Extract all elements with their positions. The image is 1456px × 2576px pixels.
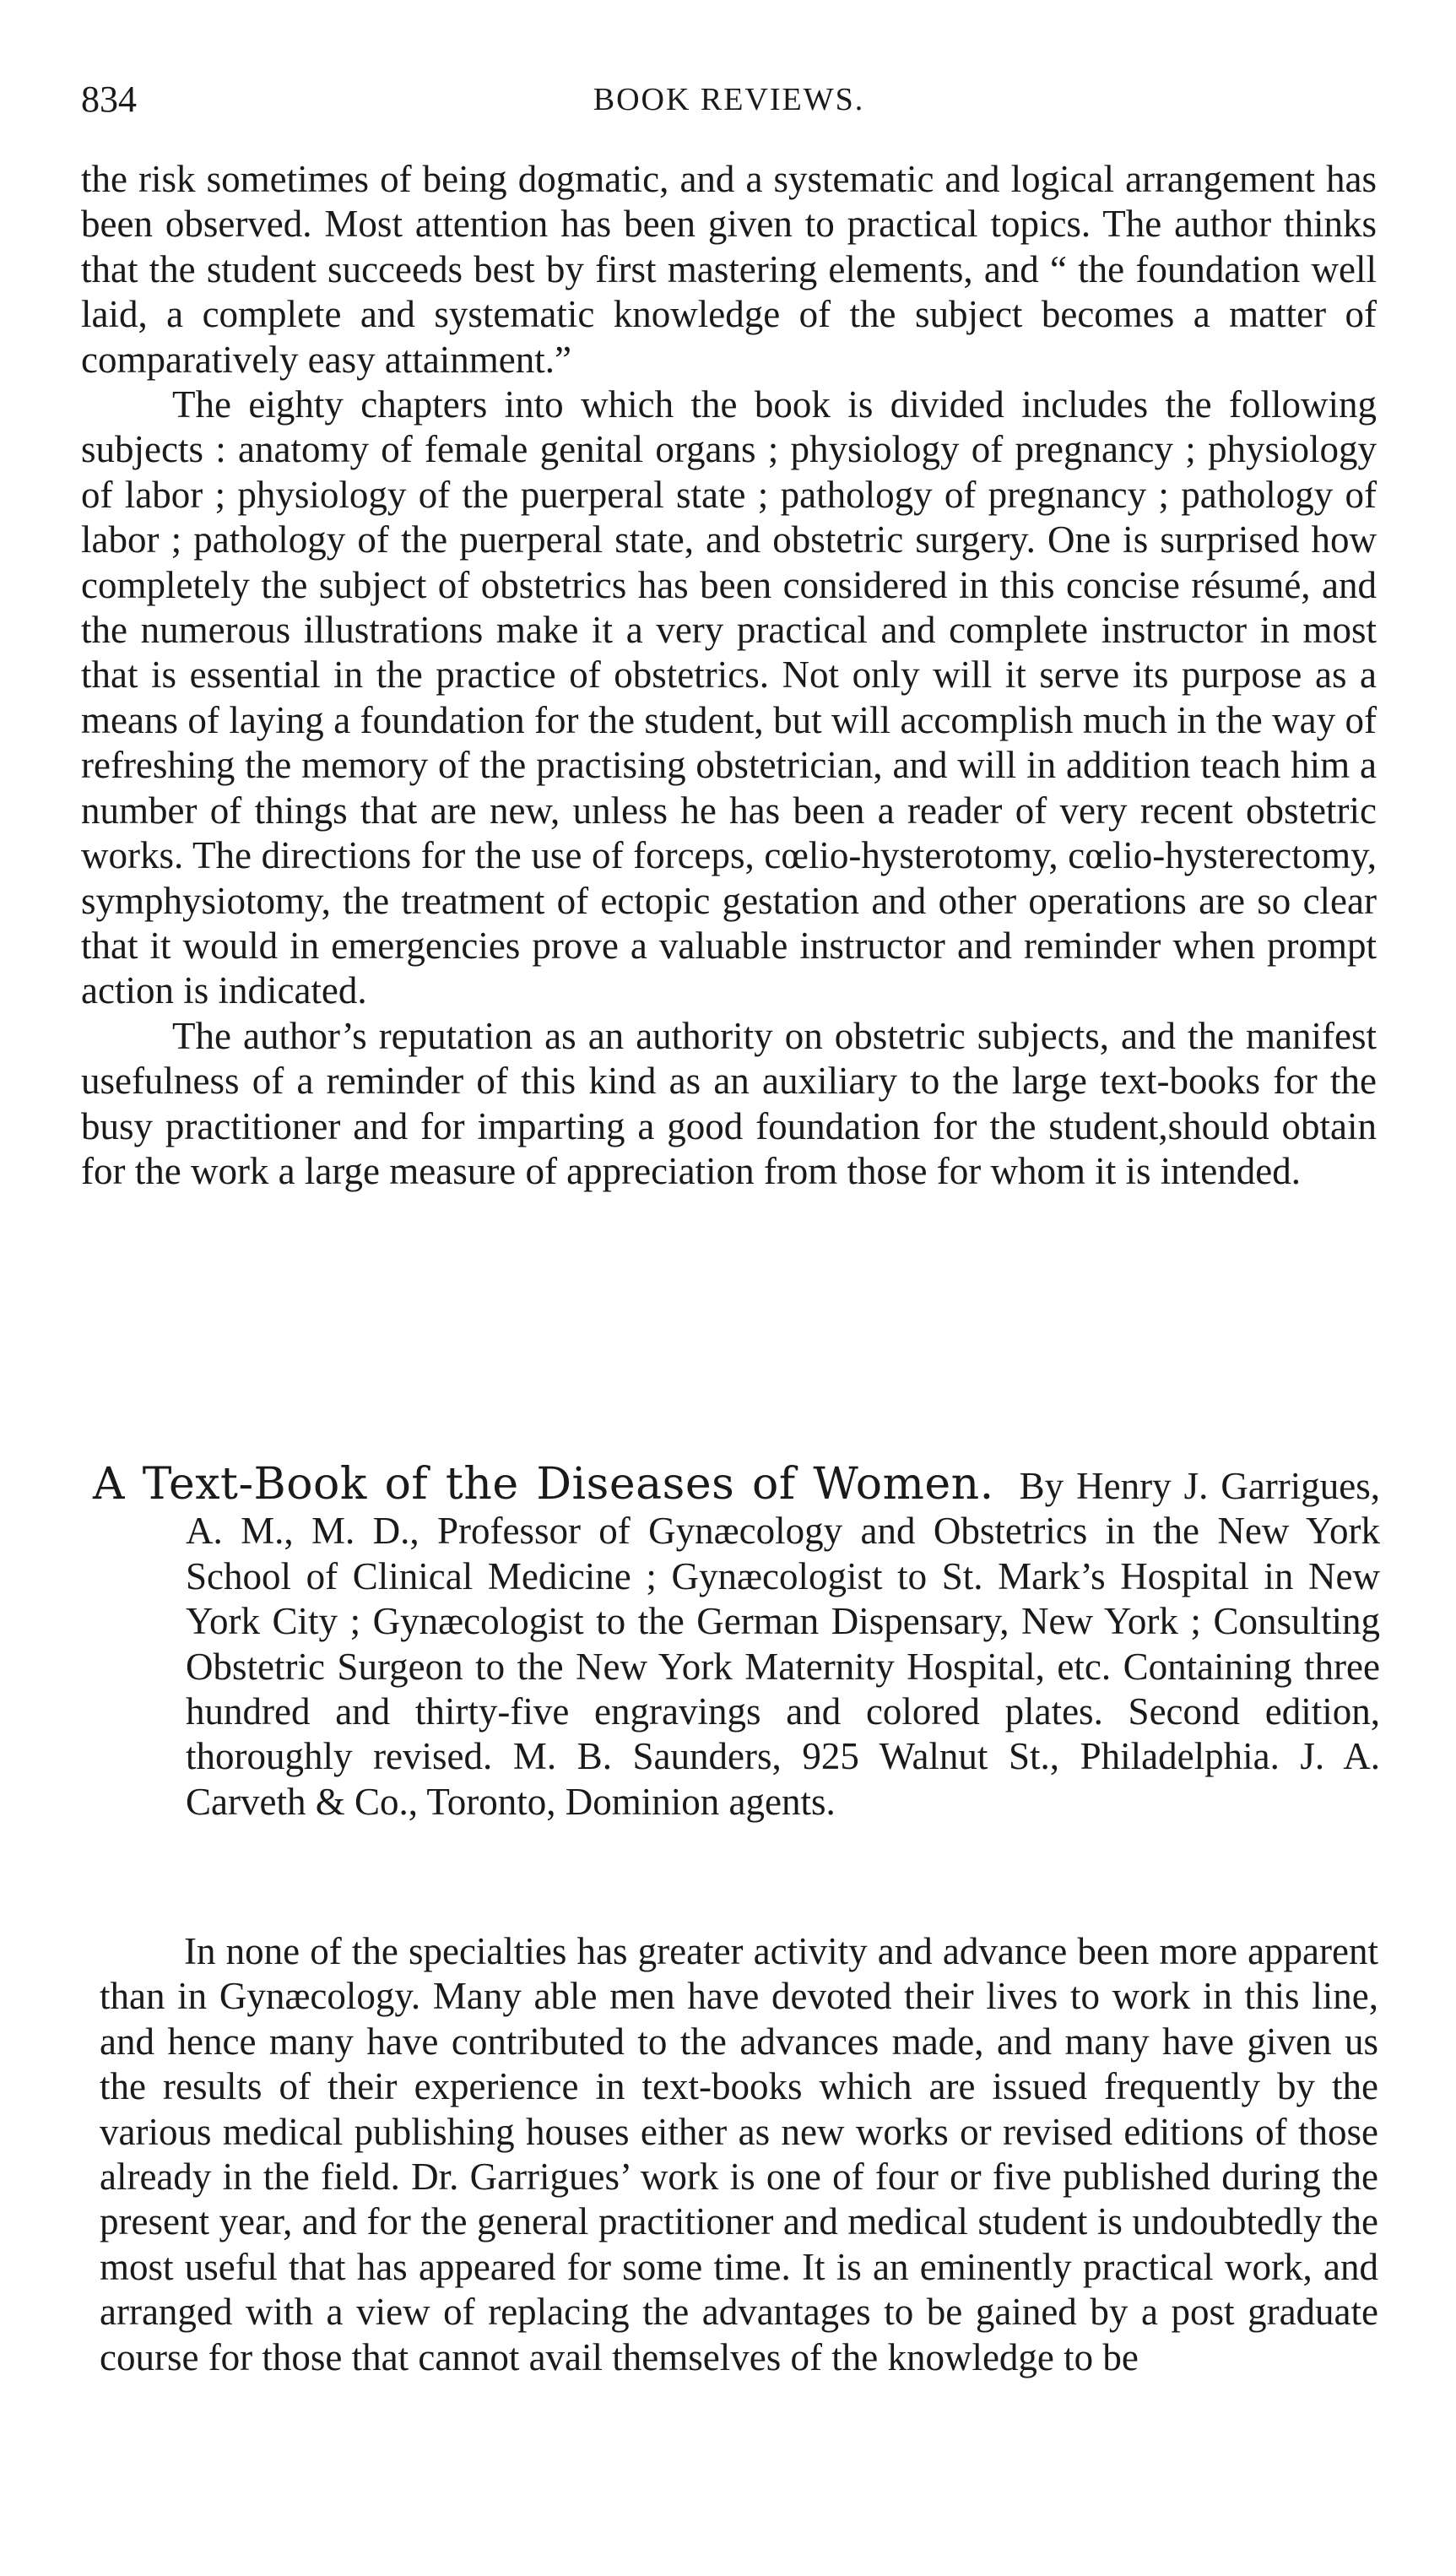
review-citation xyxy=(93,1459,1381,1825)
paragraph: The eighty chapters into which the book is divided includes the following subjects : anatomy of female genital organs ; physiology of pregnancy ; physiology of labor ; physiology of the puerperal state ; pathology of pregnancy ; pathology of labor ; pathology of the puerperal state, and obstetric surgery. One is surprised how completely the subject of obstetrics has been considered in this concise résumé, and the numerous illustrations make it a very practical and complete instructor in most that is essential in the practice of obstetrics. Not only will it serve its purpose as a means of laying a foundation for the student, but will accomplish much in the way of refreshing the memory of the practising obstetrician, and will in addition teach him a number of things that are new, unless he has been a reader of very recent obstetric works. The directions for the use of forceps, cœlio-hysterotomy, cœlio-hysterectomy, symphysiotomy, the treatment of ectopic gestation and other operations are so clear that it would in emergencies prove a valuable instructor and reminder when prompt action is indicated. xyxy=(81,383,1377,1012)
page-number: 834 xyxy=(81,79,137,120)
second-review-text xyxy=(100,1929,1378,2380)
page-header xyxy=(81,74,1377,125)
paragraph: The author’s reputation as an authority on obstetric subjects, and the manifest usefulness of a reminder of this kind as an auxiliary to the large text-books for the busy practitioner and for imparting a good foundation for the student,should obtain for the work a large measure of appreciation from those for whom it is intended. xyxy=(81,1014,1377,1192)
book-title: A Text-Book of the Diseases of Women. xyxy=(93,1459,994,1510)
bibliographic-details: By Henry J. Garrigues, A. M., M. D., Professor of Gynæcology and Obstetrics in the New York School of Clinical Medicine ; Gynæcologist to St. Mark’s Hospital in New York City ; Gynæcologist to the German Dispensary, New York ; Consulting Obstetric Surgeon to the New York Maternity Hospital, etc. Containing three hundred and thirty-five engravings and colored plates. Second edition, thoroughly revised. M. B. Saunders, 925 Walnut St., Philadelphia. J. A. Carveth & Co., Toronto, Dominion agents. xyxy=(186,1465,1381,1823)
running-title: BOOK REVIEWS. xyxy=(593,82,865,117)
review-heading xyxy=(93,1459,1381,1825)
paragraph: In none of the specialties has greater activity and advance been more apparent than in Gynæcology. Many able men have devoted their lives to work in this line, and hence many have contributed to the advances made, and many have given us the results of their experience in text-books which are issued frequently by the various medical publishing houses either as new works or revised editions of those already in the field. Dr. Garrigues’ work is one of four or five published during the present year, and for the general practitioner and medical student is undoubtedly the most useful that has appeared for some time. It is an eminently practical work, and arranged with a view of replacing the advantages to be gained by a post graduate course for those that cannot avail themselves of the knowledge to be xyxy=(100,1930,1378,2378)
paragraph: the risk sometimes of being dogmatic, and a systematic and logical arrangement has been observed. Most attention has been given to practical topics. The author thinks that the student succeeds best by first mastering elements, and “ the foundation well laid, a complete and systematic knowledge of the subject becomes a matter of comparatively easy attainment.” xyxy=(81,158,1377,381)
first-review-text xyxy=(81,157,1377,1194)
